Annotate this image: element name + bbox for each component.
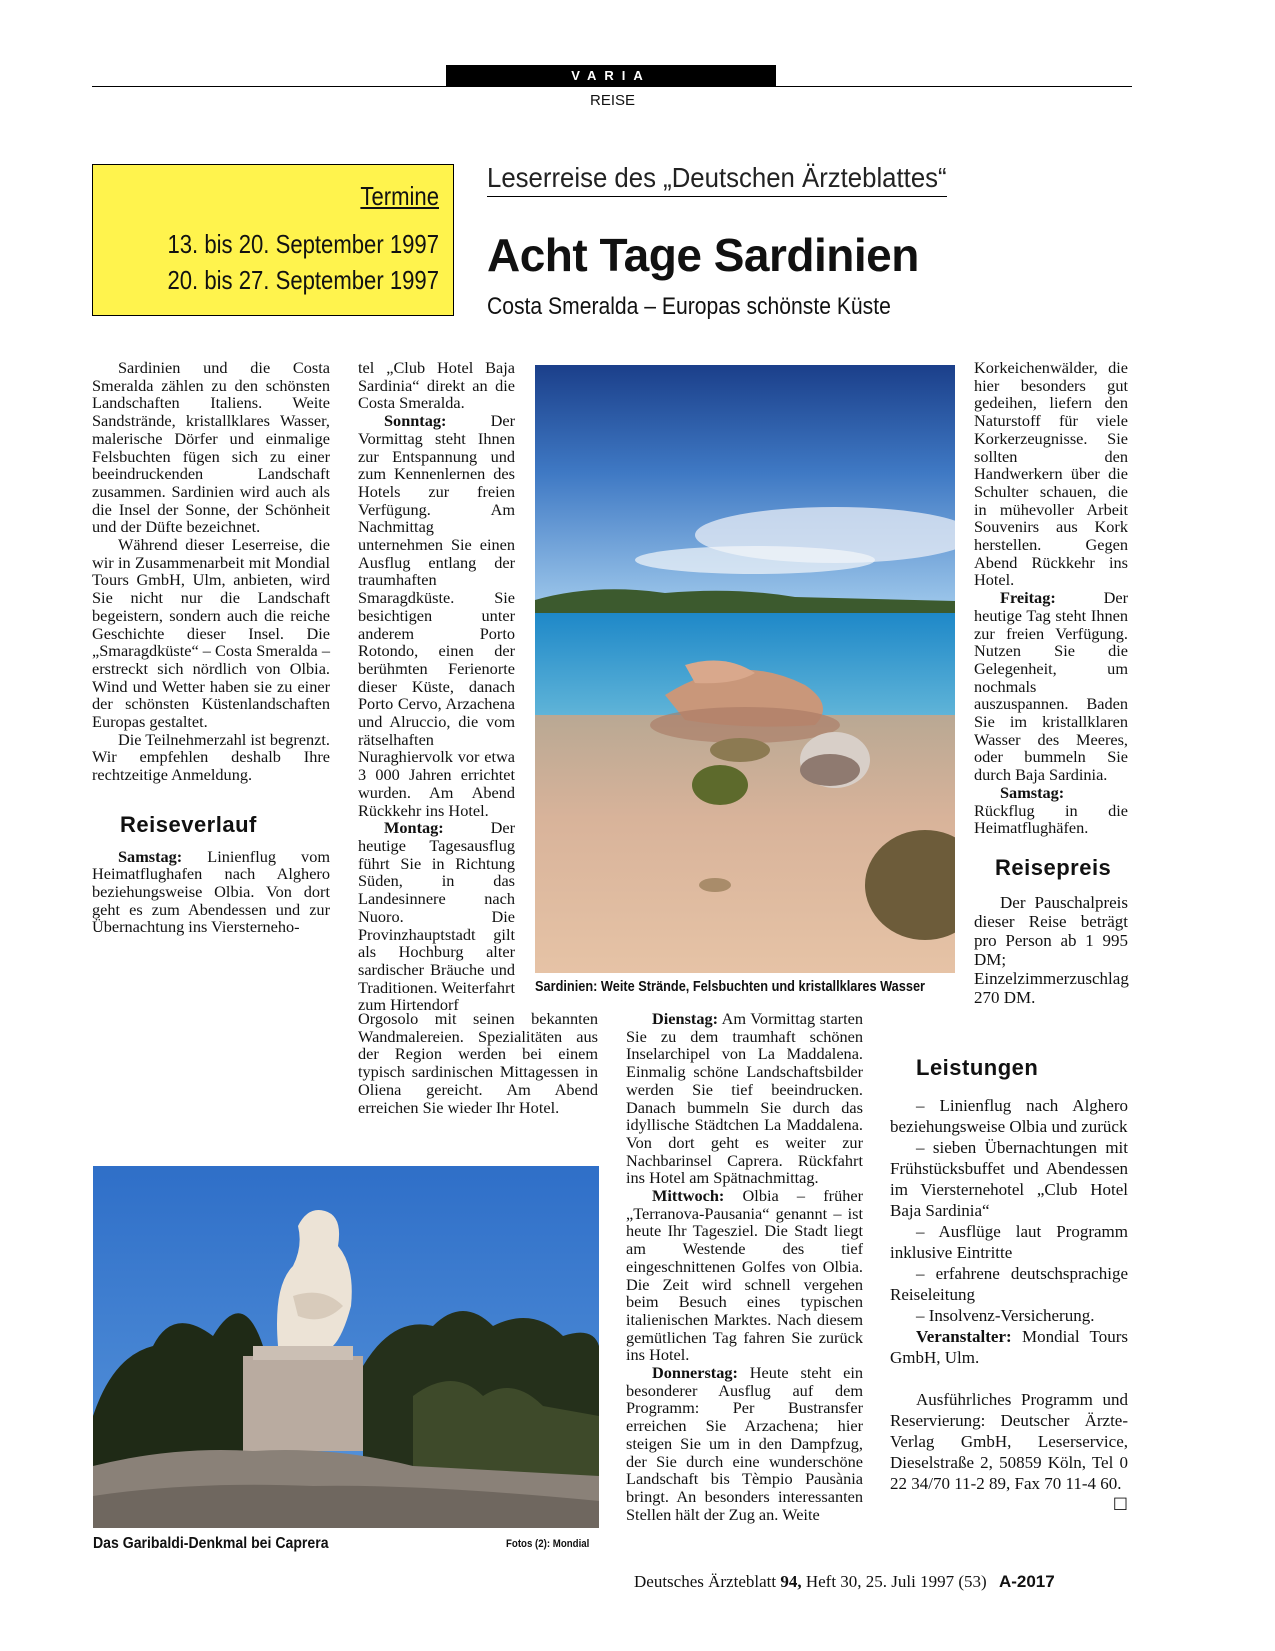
column-2-bottom (358, 1010, 598, 1116)
beach-illustration (535, 365, 955, 973)
end-mark: ☐ (1112, 1495, 1128, 1514)
day-label: Freitag: (1000, 588, 1056, 608)
contact-paragraph: Ausführliches Programm und Reservierung: Deutscher Ärzte-Verlag GmbH, Leserservice, Dieselstraße 2, 50859 Köln, Tel 0 22 34/70 11-2 89, Fax 70 11-4 60. ☐ (890, 1390, 1128, 1514)
journal-name: Deutsches Ärzteblatt (634, 1572, 777, 1591)
leistung-item: – Ausflüge laut Programm inklusive Eintritte (890, 1222, 1128, 1262)
journal-volume: 94, (780, 1572, 802, 1591)
montag-paragraph: Montag: Der heutige Tagesausflug führt Sie in Richtung Süden, in das Landesinnere nach Nuoro. Die Provinzhauptstadt gilt als Hochburg alter sardischer Bräuche und Traditionen. Weiterfahrt zum Hirtendorf (358, 818, 515, 1015)
photo1-caption: Sardinien: Weite Strände, Felsbuchten und kristallklares Wasser (535, 979, 926, 995)
termine-date-1: 13. bis 20. September 1997 (167, 229, 439, 259)
termine-date-2: 20. bis 27. September 1997 (167, 265, 439, 295)
column-1 (92, 359, 330, 936)
section-label: VARIA (446, 65, 776, 86)
column-2-top (358, 359, 515, 1014)
reisepreis-paragraph: Der Pauschalpreis dieser Reise beträgt pro Person ab 1 995 DM; Einzelzimmerzuschlag 270 DM. (974, 893, 1129, 1007)
page-number: A-2017 (998, 1572, 1055, 1591)
hotel-paragraph: tel „Club Hotel Baja Sardinia“ direkt an die Costa Smeralda. (358, 358, 515, 413)
sonntag-paragraph: Sonntag: Der Vormittag steht Ihnen zur Entspannung und zum Kennenlernen des Hotels zur freien Verfügung. Am Nachmittag unternehmen Sie einen Ausflug entlang der traumhaften Smaragdküste. Sie besichtigen unter anderem Porto Rotondo, einen der berühmten Ferienorte dieser Küste, danach Porto Cervo, Arzachena und Alruccio, die vom rätselhaften Nuraghiervolk vor etwa 3 000 Jahren errichtet wurden. Am Abend Rückkehr ins Hotel. (358, 411, 515, 820)
leistungen-list (890, 1095, 1128, 1515)
samstag-return-paragraph: Samstag: Rückflug in die Heimatflughäfen. (974, 782, 1128, 838)
day-label: Samstag: (118, 846, 183, 866)
mittwoch-paragraph: Mittwoch: Olbia – früher „Terranova-Pausania“ genannt – ist heute Ihr Tagesziel. Die Stadt liegt am Westende des tief eingeschnittenen Golfes von Olbia. Die Zeit wird schnell vergehen beim Besuch eines typischen italienischen Marktes. Nach diesem gemütlichen Tag fahren Sie zurück ins Hotel. (626, 1186, 863, 1365)
column-4 (974, 359, 1128, 837)
termine-box (92, 164, 454, 316)
header-rule (92, 86, 1132, 87)
leistung-item: – sieben Übernachtungen mit Frühstücksbuffet und Abendessen im Viersternehotel „Club Hotel Baja Sardinia“ (890, 1138, 1128, 1220)
article-title: Acht Tage Sardinien (487, 229, 919, 281)
day-label: Sonntag: (384, 411, 447, 431)
article-subtitle: Costa Smeralda – Europas schönste Küste (487, 293, 891, 320)
donnerstag-paragraph: Donnerstag: Heute steht ein besonderer Ausflug auf dem Programm: Per Bustransfer erreichen Sie Arzachena; hier steigen Sie um in den Dampfzug, der Sie durch eine wunderschöne Landschaft bis Tèmpio Pausània bringt. An besonders interessanten Stellen hält der Zug an. Weite (626, 1363, 863, 1524)
sardinia-beach-photo (535, 365, 955, 973)
orgosolo-paragraph: Orgosolo mit seinen bekannten Wandmalereien. Spezialitäten aus der Region werden bei einem typisch sardinischen Mittagessen in Oliena gereicht. Am Abend erreichen Sie wieder Ihr Hotel. (358, 1009, 598, 1117)
reiseverlauf-heading: Reiseverlauf (120, 811, 257, 837)
journal-issue: Heft 30, 25. Juli 1997 (53) (805, 1572, 987, 1591)
leistung-item: – erfahrene deutschsprachige Reiseleitung (890, 1264, 1128, 1304)
day-label: Montag: (384, 818, 444, 838)
photo2-caption: Das Garibaldi-Denkmal bei Caprera (93, 1535, 329, 1552)
intro-paragraph-3: Die Teilnehmerzahl ist begrenzt. Wir empfehlen deshalb Ihre rechtzeitige Anmeldung. (92, 729, 330, 785)
day-label: Dienstag: (652, 1009, 719, 1028)
leistungen-heading: Leistungen (916, 1055, 1039, 1080)
leistung-item: – Insolvenz-Versicherung. (916, 1306, 1095, 1325)
photo-credit: Fotos (2): Mondial (506, 1538, 590, 1550)
kork-paragraph: Korkeichenwälder, die hier besonders gut gedeihen, liefern den Naturstoff für viele Korkerzeugnisse. Sie sollten den Handwerkern über die Schulter schauen, die in mühevoller Arbeit Souvenirs aus Kork herstellen. Gegen Abend Rückkehr ins Hotel. (974, 358, 1128, 590)
freitag-paragraph: Freitag: Der heutige Tag steht Ihnen zur freien Verfügung. Nutzen Sie die Gelegenheit, um nochmals auszuspannen. Baden Sie im kristallklaren Wasser des Meeres, oder bummeln Sie durch Baja Sardinia. (974, 588, 1128, 785)
intro-paragraph-1: Sardinien und die Costa Smeralda zählen zu den schönsten Landschaften Italiens. Weite Sandstrände, kristallklares Wasser, malerische Dörfer und einmalige Felsbuchten fügen sich zu einer beeindruckenden Landschaft zusammen. Sardinien wird auch als die Insel der Sonne, der Schönheit und der Düfte bezeichnet. (92, 358, 330, 537)
garibaldi-monument-photo (93, 1166, 599, 1528)
column-3 (626, 1010, 863, 1523)
leistung-item: – Linienflug nach Alghero beziehungsweise Olbia und zurück (890, 1096, 1128, 1136)
day-label: Donnerstag: (652, 1363, 738, 1383)
veranstalter-label: Veranstalter: (916, 1327, 1012, 1346)
samstag-paragraph: Samstag: Linienflug vom Heimatflughafen nach Alghero beziehungsweise Olbia. Von dort geht es zum Abendessen und zur Übernachtung ins Viersterneho- (92, 846, 330, 937)
subsection-label: REISE (590, 92, 636, 109)
monument-illustration (93, 1166, 599, 1528)
veranstalter-paragraph: Veranstalter: Mondial Tours GmbH, Ulm. (890, 1327, 1128, 1367)
dienstag-paragraph: Dienstag: Am Vormittag starten Sie zu dem traumhaft schönen Inselarchipel von La Maddalena. Einmalig schöne Landschaftsbilder werden Sie tief beeindrucken. Danach bummeln Sie durch das idyllische Städtchen La Maddalena. Von dort geht es weiter zur Nachbarinsel Caprera. Rückfahrt ins Hotel am Spätnachmittag. (626, 1009, 863, 1188)
day-label: Samstag: (1000, 782, 1065, 802)
day-label: Mittwoch: (652, 1186, 725, 1206)
termine-title: Termine (360, 181, 439, 211)
article-kicker: Leserreise des „Deutschen Ärzteblattes“ (487, 162, 947, 197)
reisepreis-text-block (974, 893, 1128, 1007)
reisepreis-heading: Reisepreis (995, 855, 1112, 880)
page-footer (634, 1572, 1055, 1592)
intro-paragraph-2: Während dieser Leserreise, die wir in Zusammenarbeit mit Mondial Tours GmbH, Ulm, anbieten, wird Sie nicht nur die Landschaft begeistern, sondern auch die reiche Geschichte dieser Insel. Die „Smaragdküste“ – Costa Smeralda – erstreckt sich nördlich von Olbia. Wind und Wetter haben sie zu einer der schönsten Küstenlandschaften Europas gestaltet. (92, 535, 330, 732)
